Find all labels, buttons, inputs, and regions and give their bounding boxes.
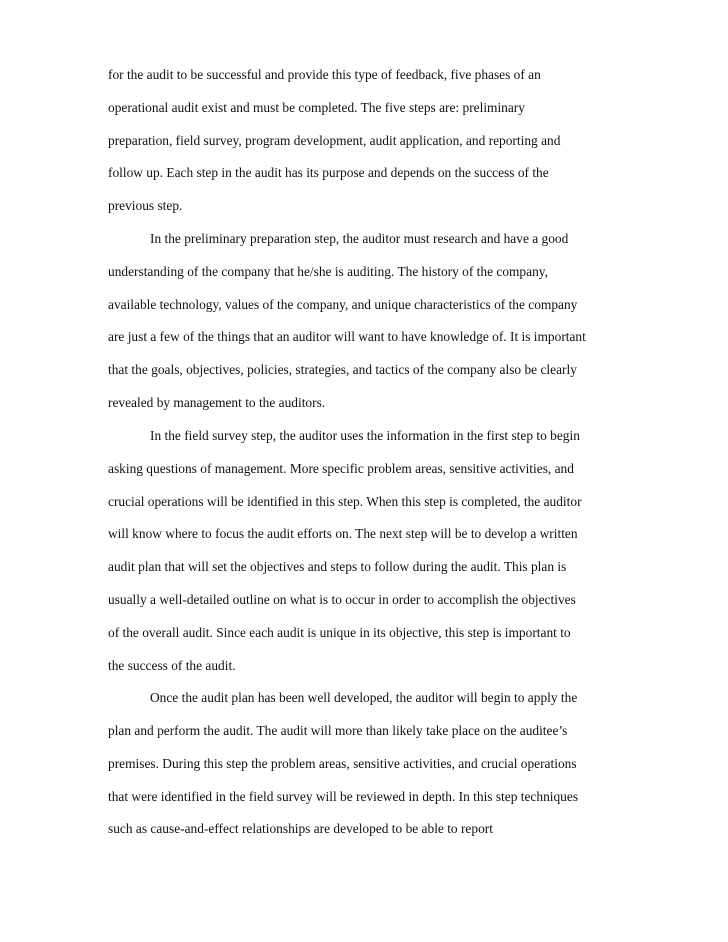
paragraph-first-line: In the field survey step, the auditor uses the information in the first step to begin [150, 428, 580, 443]
text-line: will know where to focus the audit efforts on. The next step will be to develop a written [108, 526, 578, 541]
text-line: crucial operations will be identified in this step. When this step is completed, the auditor [108, 494, 582, 509]
text-line: premises. During this step the problem areas, sensitive activities, and crucial operations [108, 756, 577, 771]
text-line: previous step. [108, 198, 183, 213]
text-line: such as cause-and-effect relationships are developed to be able to report [108, 821, 493, 836]
text-line: usually a well-detailed outline on what is to occur in order to accomplish the objectives [108, 592, 576, 607]
paragraph-first-line: Once the audit plan has been well developed, the auditor will begin to apply the [150, 690, 578, 705]
text-line: audit plan that will set the objectives and steps to follow during the audit. This plan is [108, 559, 567, 574]
text-line: the success of the audit. [108, 658, 236, 673]
text-line: that the goals, objectives, policies, strategies, and tactics of the company also be clearly [108, 362, 577, 377]
text-line: preparation, field survey, program development, audit application, and reporting and [108, 133, 561, 148]
text-line: asking questions of management. More specific problem areas, sensitive activities, and [108, 461, 574, 476]
text-line: plan and perform the audit. The audit will more than likely take place on the auditee’s [108, 723, 568, 738]
text-line: of the overall audit. Since each audit is unique in its objective, this step is important to [108, 625, 571, 640]
text-line: revealed by management to the auditors. [108, 395, 326, 410]
text-line: that were identified in the field survey will be reviewed in depth. In this step techniques [108, 789, 579, 804]
paragraph-first-line: In the preliminary preparation step, the auditor must research and have a good [150, 231, 569, 246]
text-line: are just a few of the things that an auditor will want to have knowledge of. It is important [108, 329, 586, 344]
text-line: follow up. Each step in the audit has its purpose and depends on the success of the [108, 165, 549, 180]
text-line: understanding of the company that he/she is auditing. The history of the company, [108, 264, 548, 279]
text-line: for the audit to be successful and provide this type of feedback, five phases of an [108, 67, 541, 82]
text-line: operational audit exist and must be completed. The five steps are: preliminary [108, 100, 525, 115]
text-line: available technology, values of the company, and unique characteristics of the company [108, 297, 578, 312]
